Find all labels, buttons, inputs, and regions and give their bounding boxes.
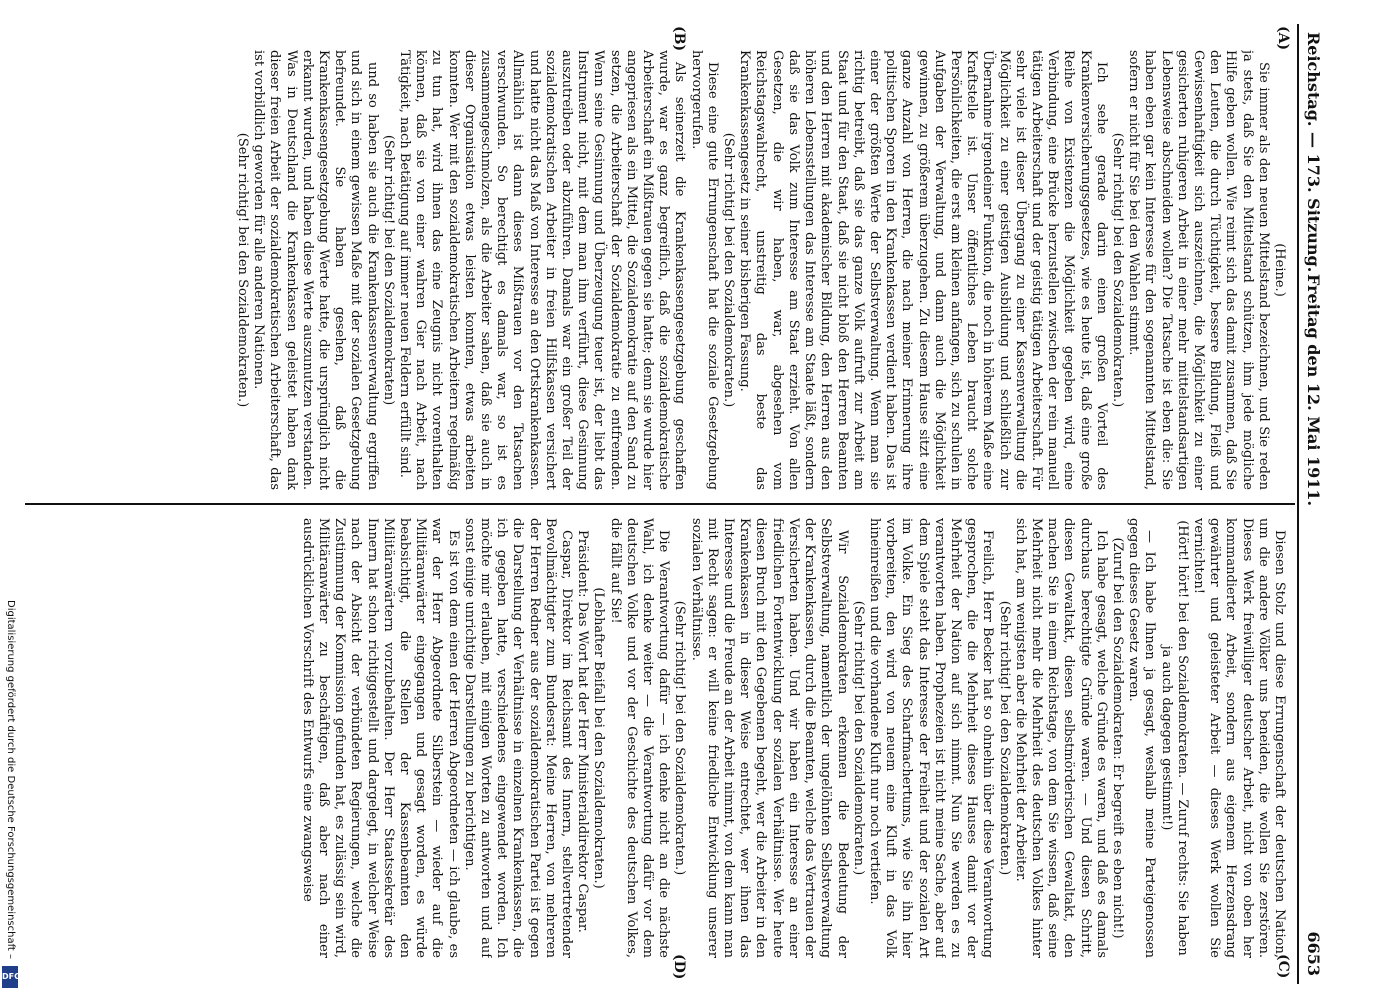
dfg-logo: DFG [2,966,18,988]
paragraph: (Zuruf bei den Sozialdemokraten: Er begreift es eben nicht!) [1109,537,1125,939]
margin-label-c: (C) [1275,954,1291,979]
paragraph: Sie immer als den neuen Mittelstand bezeichnen, und Sie reden ja stets, daß Sie den Mittelstand schützen, ihm jede mögliche Hilfe geben wollen. Wie reimt sich das damit zusammen, daß Sie den Leuten, die durch Tüchtigkeit, bessere Bildung, Fleiß und Gewissenhaftigkeit sich auszeichnen, die Möglichkeit zu einer gesicherten ruhigeren Arbeit in einer mehr mittelstandsartigen Lebensweise abschneiden wollen? Die Tatsache ist eben die: Sie haben eben gar kein Interesse für den sogenannten Mittelstand, sofern er nicht für Sie bei den Wahlen stimmt. [1126,50,1271,490]
paragraph: Es ist von dem einen der Herren Abgeordneten — ich glaube, es war der Herr Abgeordnete Silberstein — wieder auf die Militäranwärter eingegangen und gesagt worden, es würde beabsichtigt, die Stellen der Kassenbeamten den Militäranwärtern vorzubehalten. Der Herr Staatssekretär des Innern hat schon richtiggestellt und dargelegt, in welcher Weise nach der Absicht der verbündeten Regierungen, welche die Zustimmung der Kommission gefunden hat, es zulässig sein wird, Militäranwärter zu beschäftigen, daß aber nach einer ausdrücklichen Vorschrift des Entwurfs eine zwangsweise [299,518,461,958]
paragraph: Die Verantwortung dafür — ich denke nicht an die nächste Wahl, ich denke weiter — die Verantwortung dafür vor dem deutschen Volke und vor der Geschichte des deutschen Volkes, die fällt auf Sie! [607,518,672,958]
margin-label-a: (A) [1275,26,1291,51]
header-left: Reichstag. — 173. Sitzung. [1304,32,1323,273]
paragraph: (Sehr richtig! bei den Sozialdemokraten.) [1109,132,1125,408]
right-column [37,518,1287,958]
column-divider [25,503,1295,505]
margin-label-b: (B) [671,26,687,52]
paragraph: — Ich habe Ihnen ja gesagt, weshalb meine Parteigenossen gegen dieses Gesetz waren. [1126,518,1158,958]
paragraph: Caspar, Direktor im Reichsamt des Innern, stellvertretender Bevollmächtigter zum Bundesrat: Meine Herren, von mehreren der Herren Redner aus der sozialdemokratischen Partei ist gegen die Darstellung der Verhältnisse in einzelnen Krankenkassen, die ich gegeben hatte, verschiedenes eingewendet worden. Ich möchte mir erlauben, mit einigen Worten zu antworten und auf sonst einige unrichtige Darstellungen zu berichtigen. [461,518,575,958]
paragraph: Diese eine gute Errungenschaft hat die soziale Gesetzgebung hervorgerufen. [688,50,720,490]
header-date: Freitag den 12. Mai 1911. [1304,274,1323,507]
paragraph: (Heine.) [1272,243,1287,297]
paragraph: (Lebhafter Beifall bei den Sozialdemokraten.) [591,587,607,889]
page-number: 6653 [1304,931,1323,976]
paragraph: Präsident: Das Wort hat der Herr Ministerialdirektor Caspar. [575,530,591,933]
left-column [37,50,1287,490]
margin-label-d: (D) [671,954,687,980]
paragraph: (Sehr richtig! bei den Sozialdemokraten) [380,134,396,406]
digitization-note-text: Digitalisierung gefördert durch die Deutsche Forschungsgemeinschaft – [5,600,16,960]
paragraph: (Sehr richtig! bei den Sozialdemokraten.) [672,600,688,876]
paragraph: Ich habe gesagt, welche Gründe es waren, und daß es damals durchaus berechtigte Gründe waren. — Und diesen Schritt, diesen Gewaltakt, diesen selbstmörderischen Gewaltakt, den machen Sie in einem Reichstage, von dem Sie wissen, daß seine Mehrheit nicht mehr die Mehrheit des deutschen Volkes hinter sich hat, am wenigsten aber die Mehrheit der Arbeiter. [1012,518,1109,958]
paragraph: und so haben sie auch die Krankenkassenverwaltung ergriffen und sich in einem gewissen Maße mit der sozialen Gesetzgebung befreundet. Sie haben gesehen, daß die Krankenkassengesetzgebung Werte hatte, die ursprünglich nicht erkannt wurden, und haben diese Werte auszunutzen verstanden. Was in Deutschland die Krankenkassen geleistet haben dank dieser freien Arbeit der sozialdemokratischen Arbeiterschaft, das ist vorbildlich geworden für alle anderen Nationen. [251,50,380,490]
page-header [1297,24,1327,984]
newspaper-page [17,24,1327,984]
paragraph: (Sehr richtig! bei den Sozialdemokraten.) [721,132,737,408]
paragraph: Freilich, Herr Becker hat so ohnehin über diese Verantwortung gesprochen, die die Mehrheit dieses Hauses damit vor der Mehrheit der Nation auf sich nimmt. Nun Sie werden es zu verantworten haben. Prophezeien ist nicht meine Sache, aber auf dem Spiele steht das Interesse der Freiheit und der sozialen Art im Volke. Ein Sieg des Scharfmachertums, wie Sie ihn hier vorbereiten, den wird von neuem eine Kluft in das Volk hineinreißen und die vorhandene Kluft nur noch vertiefen. [866,518,996,958]
digitization-note [2,600,18,998]
paragraph: Als seinerzeit die Krankenkassengesetzgebung geschaffen wurde, war es ganz begreiflich, daß die sozialdemokratische Arbeiterschaft ein Mißtrauen gegen sie hatte; denn sie wurde hier angepriesen als ein Mittel, die Sozialdemokratie auf den Sand zu setzen, die Arbeiterschaft der Sozialdemokratie zu entfremden. Wenn seine Gesinnung und Überzeugung teuer ist, der liebt das Instrument nicht, mit dem man ihm verführt, diese Gesinnung auszutreiben oder abzuführen. Damals war ein großer Teil der sozialdemokratischen Arbeiter in freien Hilfskassen versichert und hatte nicht das Maß von Interesse an den Ortskrankenkassen. Allmählich ist dann dieses Mißtrauen vor den Tatsachen verschwunden. So berechtigt es damals war, so ist es zusammengeschmolzen, als die Arbeiter sahen, daß sie auch in dieser Organisation etwas leisten konnten, etwas arbeiten konnten. Wer mit den sozialdemokratischen Arbeitern regelmäßig zu tun hat, wird ihnen das eine Zeugnis nicht vorenthalten können, daß sie von einer wahren Gier nach Arbeit, nach Tätigkeit, nach Betätigung auf immer neuen Feldern erfüllt sind. [397,50,688,490]
paragraph: Wir Sozialdemokraten erkennen die Bedeutung der Selbstverwaltung, namentlich der ungelöhnten Selbstverwaltung der Krankenkassen, durch die Beamten, welche das Vertrauen der Versicherten haben. Und wir haben ein Interesse an einer friedlichen Fortentwicklung der sozialen Verhältnisse. Wer heute diesen Bruch mit den Gegebenen begeht, wer die Arbeiter in den Krankenkassen in dieser Weise entrechtet, wer ihnen das Interesse und die Freude an der Arbeit nimmt, von dem kann man mit Recht sagen: er will keine friedliche Entwicklung unserer sozialen Verhältnisse. [688,518,850,958]
paragraph: Ich sehe gerade darin einen großen Vorteil des Krankenversicherungsgesetzes, wie es heute ist, daß eine große Reihe von Existenzen die Möglichkeit gegeben wird, eine Verbindung, eine Brücke herzustellen zwischen der rein manuell tätigen Arbeiterschaft und der geistig tätigen Arbeiterschaft. Für sehr viele ist dieser Übergang zu einer Kassenverwaltung die Möglichkeit zu einer geistigen Ausbildung und schließlich zur Übernahme irgendeiner Funktion, die noch in höherem Maße eine Kraftstelle ist. Unser öffentliches Leben braucht solche Persönlichkeiten, die erst am kleinen anfangen, sich zu schulen in Aufgaben der Verwaltung, und dann auch die Möglichkeit gewinnen, zu größerem überzugehen. Zu diesem Hause sitzt eine ganze Anzahl von Herren, die nach meiner Erinnerung ihre politischen Sporen in den Krankenkassen verdient haben. Das ist einer der größten Werte der Selbstverwaltung. Wenn man sie richtig betreibt, daß sie das ganze Volk aufruft zur Arbeit am Staat und für den Staat, daß sie nicht bloß den Herren Beamten und den Herren mit akademischer Bildung, den Herren aus den höheren Lebensstellungen das Interesse am Staate läßt, sondern daß sie das Volk zum Interesse am Staat erzieht. Von allen Gesetzen, die wir haben, war, abgesehen vom Reichstagswahlrecht, unstreitig das beste das Krankenkassengesetz in seiner bisherigen Fassung. [737,50,1109,490]
paragraph: (Sehr richtig! bei den Sozialdemokraten.) [850,600,866,876]
paragraph: (Sehr richtig! bei den Sozialdemokraten.) [996,600,1012,876]
paragraph: (Sehr richtig! bei den Sozialdemokraten.) [235,132,250,408]
paragraph: Diesen Stolz und diese Errungenschaft der deutschen Nation, um die andere Völker uns beneiden, die wollen Sie zerstören. Dieses Werk freiwilliger deutscher Arbeit, nicht von oben her kommandierter Arbeit, sondern aus eigenem Herzensdrang gewährter und geleisteter Arbeit — dieses Werk wollen Sie vernichten! [1190,518,1287,958]
paragraph: (Hört! hört! bei den Sozialdemokraten. — Zuruf rechts: Sie haben ja auch dagegen gestimmt!) [1158,520,1190,956]
